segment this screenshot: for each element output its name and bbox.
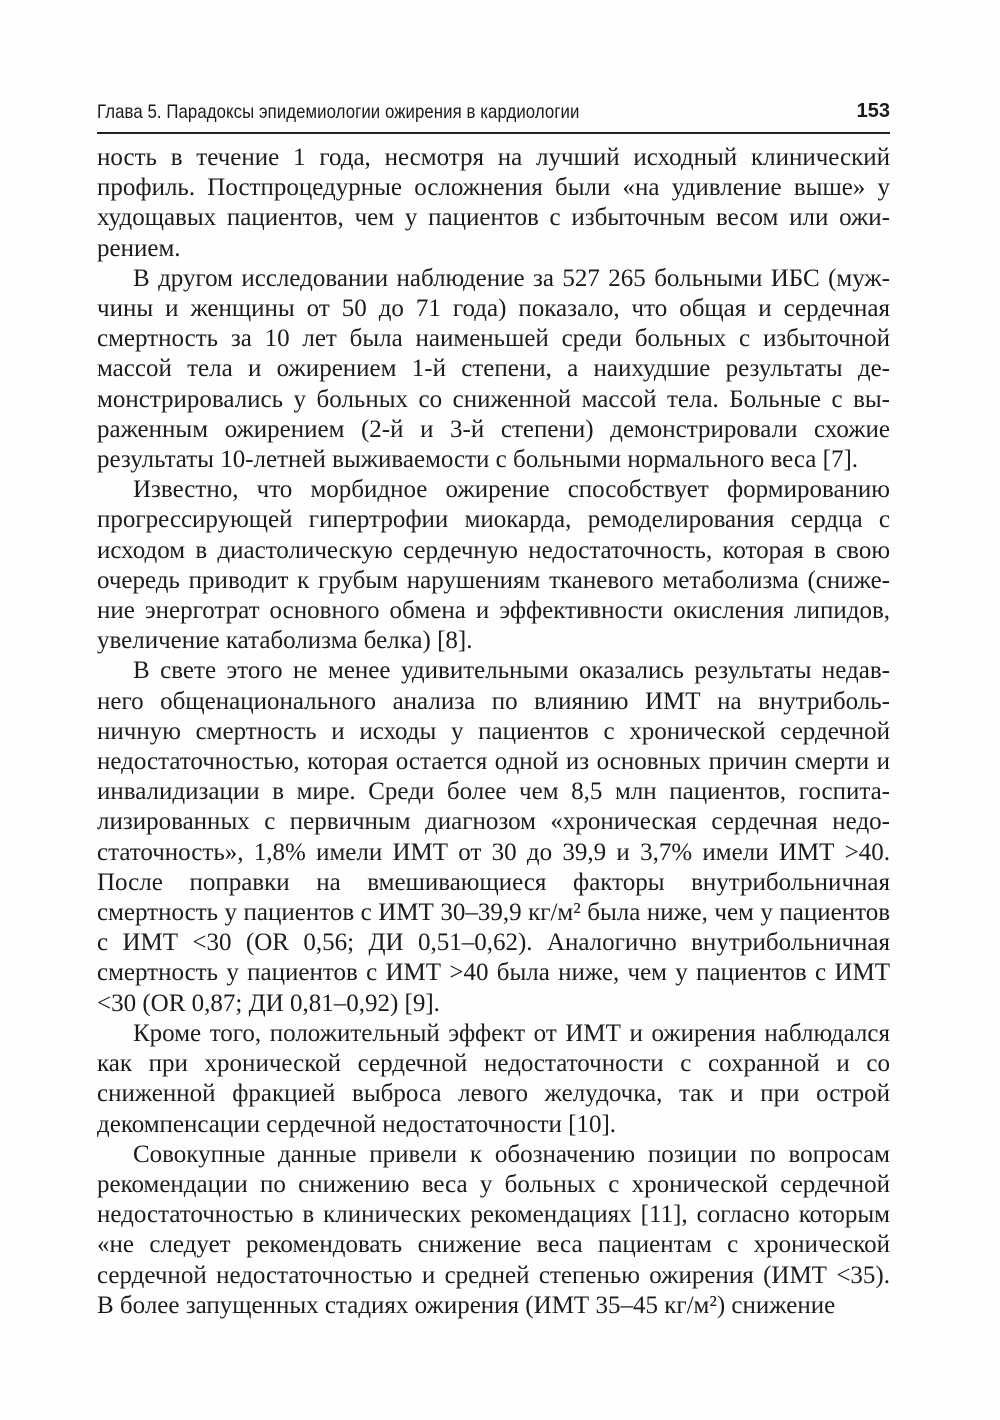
paragraph: Известно, что морбидное ожирение способствует формированию прогрессирующей гипертрофии миокарда, ремоделирования сердца с исходом в диастолическую сердечную недостаточность, которая в свою очередь приводит к грубым нарушениям тканевого метаболизма (снижение энерготрат основного обмена и эффективности окисления липидов, увеличение катаболизма белка) [8]. bbox=[97, 476, 890, 655]
running-header bbox=[97, 95, 890, 135]
paragraph: Кроме того, положительный эффект от ИМТ и ожирения наблюдался как при хронической сердечной недостаточности с сохранной и со сниженной фракцией выброса левого желудочка, так и при острой декомпенсации сердечной недостаточности [10]. bbox=[97, 1019, 890, 1138]
paragraph-continuation: ность в течение 1 года, несмотря на лучший исходный клинический профиль. Постпроцедурные осложнения были «на удивление выше» у худощавых пациентов, чем у пациентов с избыточным весом или ожирением. bbox=[97, 144, 890, 262]
paragraph: В другом исследовании наблюдение за 527 265 больными ИБС (мужчины и женщины от 50 до 71 года) показало, что общая и сердечная смертность за 10 лет была наименьшей среди больных с избыточной массой тела и ожирением 1-й степени, а наихудшие результаты демонстрировались у больных со сниженной массой тела. Больные с выраженным ожирением (2-й и 3-й степени) демонстрировали схожие результаты 10-летней выживаемости с больными нормального веса [7]. bbox=[97, 264, 890, 474]
page-number: 153 bbox=[856, 100, 890, 122]
body-text bbox=[97, 143, 890, 1321]
header-rule bbox=[97, 132, 890, 134]
paragraph: Совокупные данные привели к обозначению позиции по вопросам рекомендации по снижению веса у больных с хронической сердечной недостаточностью в клинических рекомендациях [11], согласно которым «не следует рекомендовать снижение веса пациентам с хронической сердечной недостаточностью и средней степенью ожирения (ИМТ <35). В более запущенных стадиях ожирения (ИМТ 35–45 кг/м²) снижение bbox=[97, 1140, 890, 1319]
paragraph: В свете этого не менее удивительными оказались результаты недавнего общенационального анализа по влиянию ИМТ на внутрибольничную смертность и исходы у пациентов с хронической сердечной недостаточностью, которая остается одной из основных причин смерти и инвалидизации в мире. Среди более чем 8,5 млн пациентов, госпитализированных с первичным диагнозом «хроническая сердечная недостаточность», 1,8% имели ИМТ от 30 до 39,9 и 3,7% имели ИМТ >40. После поправки на вмешивающиеся факторы внутрибольничная смертность у пациентов с ИМТ 30–39,9 кг/м² была ниже, чем у пациентов с ИМТ <30 (OR 0,56; ДИ 0,51–0,62). Аналогично внутрибольничная смертность у пациентов с ИМТ >40 была ниже, чем у пациентов с ИМТ <30 (OR 0,87; ДИ 0,81–0,92) [9]. bbox=[97, 657, 890, 1017]
chapter-title: Глава 5. Парадоксы эпидемиологии ожирения в кардиологии bbox=[97, 101, 580, 123]
